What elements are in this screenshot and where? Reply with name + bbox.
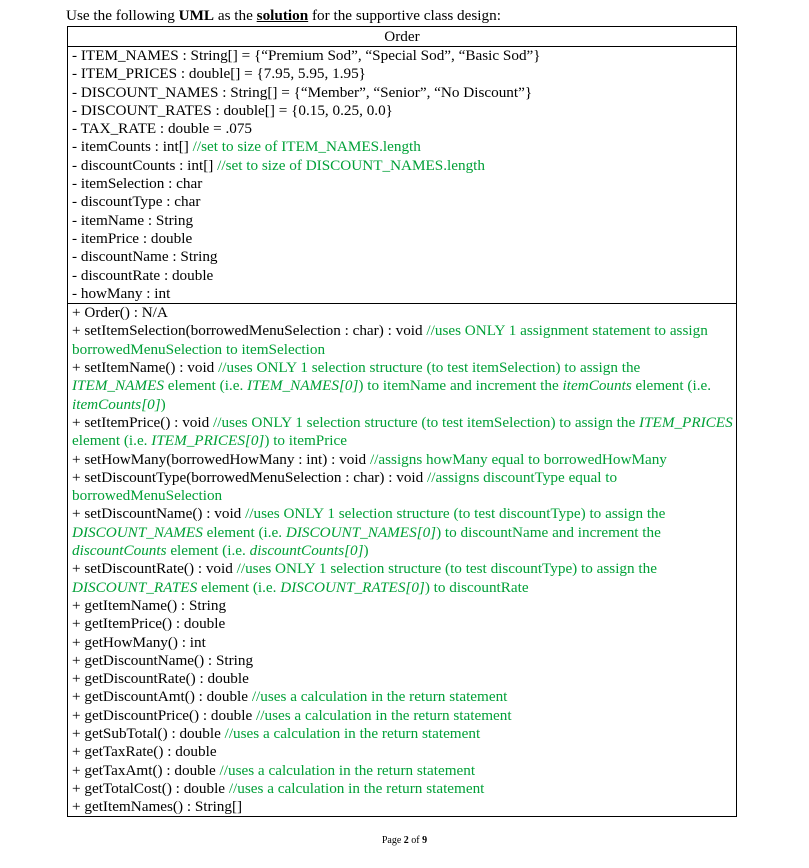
attribute-comment: //set to size of ITEM_NAMES.length xyxy=(192,138,421,156)
attribute-row: - itemPrice : double xyxy=(72,229,193,247)
method-getter: + getDiscountRate() : double xyxy=(72,670,249,688)
attribute-row: - itemName : String xyxy=(72,211,194,229)
intro-prefix: Use the following xyxy=(66,7,179,24)
method-getter: + getTotalCost() : double //uses a calculation in the return statement xyxy=(72,779,485,797)
method-set-item-price: + setItemPrice() : void //uses ONLY 1 selection structure (to test itemSelection) to assign the ITEM_PRICES element (i.e. ITEM_PRICES[0]) to itemPrice xyxy=(72,413,733,450)
attribute-row: - itemSelection : char xyxy=(72,175,203,193)
method-getter: + getItemNames() : String[] xyxy=(72,798,243,816)
method-getter: + getDiscountName() : String xyxy=(72,651,254,669)
method-set-how-many: + setHowMany(borrowedHowMany : int) : void //assigns howMany equal to borrowedHowMany xyxy=(72,450,667,468)
method-constructor: + Order() : N/A xyxy=(72,304,168,322)
uml-class-diagram xyxy=(67,26,737,817)
method-getter: + getTaxAmt() : double //uses a calculation in the return statement xyxy=(72,761,476,779)
method-getter: + getSubTotal() : double //uses a calculation in the return statement xyxy=(72,724,481,742)
method-getter: + getItemPrice() : double xyxy=(72,615,226,633)
uml-methods-section xyxy=(68,304,736,816)
method-getter: + getDiscountAmt() : double //uses a calculation in the return statement xyxy=(72,688,508,706)
method-set-item-name: + setItemName() : void //uses ONLY 1 selection structure (to test itemSelection) to assign the ITEM_NAMES element (i.e. ITEM_NAMES[0]) to itemName and increment the itemCounts element (i.e. itemCounts[0]) xyxy=(72,359,712,413)
method-getter: + getDiscountPrice() : double //uses a calculation in the return statement xyxy=(72,706,512,724)
uml-class-name: Order xyxy=(68,27,736,47)
attribute-row: - discountType : char xyxy=(72,193,201,211)
attribute-row: - discountName : String xyxy=(72,248,218,266)
method-getter: + getHowMany() : int xyxy=(72,633,206,651)
page-number: 2 xyxy=(403,835,409,846)
method-set-discount-type: + setDiscountType(borrowedMenuSelection : char) : void //assigns discountType equal to borrowedMenuSelection xyxy=(72,468,618,505)
method-getter: + getTaxRate() : double xyxy=(72,743,217,761)
page-footer xyxy=(0,834,809,848)
attribute-comment: //set to size of DISCOUNT_NAMES.length xyxy=(217,156,485,174)
page-total: 9 xyxy=(422,835,428,846)
intro-middle: as the xyxy=(214,7,257,24)
method-getter: + getItemName() : String xyxy=(72,596,227,614)
attribute-row: - TAX_RATE : double = .075 xyxy=(72,120,253,138)
method-set-item-selection: + setItemSelection(borrowedMenuSelection : char) : void //uses ONLY 1 assignment statement to assign borrowedMenuSelection to itemSelection xyxy=(72,322,708,358)
page-of: of xyxy=(408,835,423,846)
attribute-row: - ITEM_PRICES : double[] = {7.95, 5.95, 1.95} xyxy=(72,65,366,83)
intro-uml-word: UML xyxy=(178,7,215,24)
page-prefix: Page xyxy=(381,835,404,846)
uml-attributes-section xyxy=(68,47,736,304)
intro-suffix: for the supportive class design: xyxy=(308,7,501,24)
intro-solution-word: solution xyxy=(256,7,309,24)
intro-sentence xyxy=(66,6,501,25)
attribute-row: - howMany : int xyxy=(72,284,171,302)
attribute-row: - DISCOUNT_NAMES : String[] = {“Member”, “Senior”, “No Discount”} xyxy=(72,83,533,101)
attribute-row: - discountCounts : int[] //set to size of DISCOUNT_NAMES.length xyxy=(72,156,485,174)
method-set-discount-rate: + setDiscountRate() : void //uses ONLY 1 selection structure (to test discountType) to assign the DISCOUNT_RATES element (i.e. DISCOUNT_RATES[0]) to discountRate xyxy=(72,560,657,596)
attribute-row: - itemCounts : int[] //set to size of ITEM_NAMES.length xyxy=(72,138,421,156)
attribute-row: - discountRate : double xyxy=(72,266,214,284)
method-set-discount-name: + setDiscountName() : void //uses ONLY 1 selection structure (to test discountType) to assign the DISCOUNT_NAMES element (i.e. DISCOUNT_NAMES[0]) to discountName and increment the discountCounts element (i.e. discountCounts[0]) xyxy=(72,505,666,560)
attribute-row: - ITEM_NAMES : String[] = {“Premium Sod”, “Special Sod”, “Basic Sod”} xyxy=(72,47,541,64)
attribute-row: - DISCOUNT_RATES : double[] = {0.15, 0.25, 0.0} xyxy=(72,101,393,119)
